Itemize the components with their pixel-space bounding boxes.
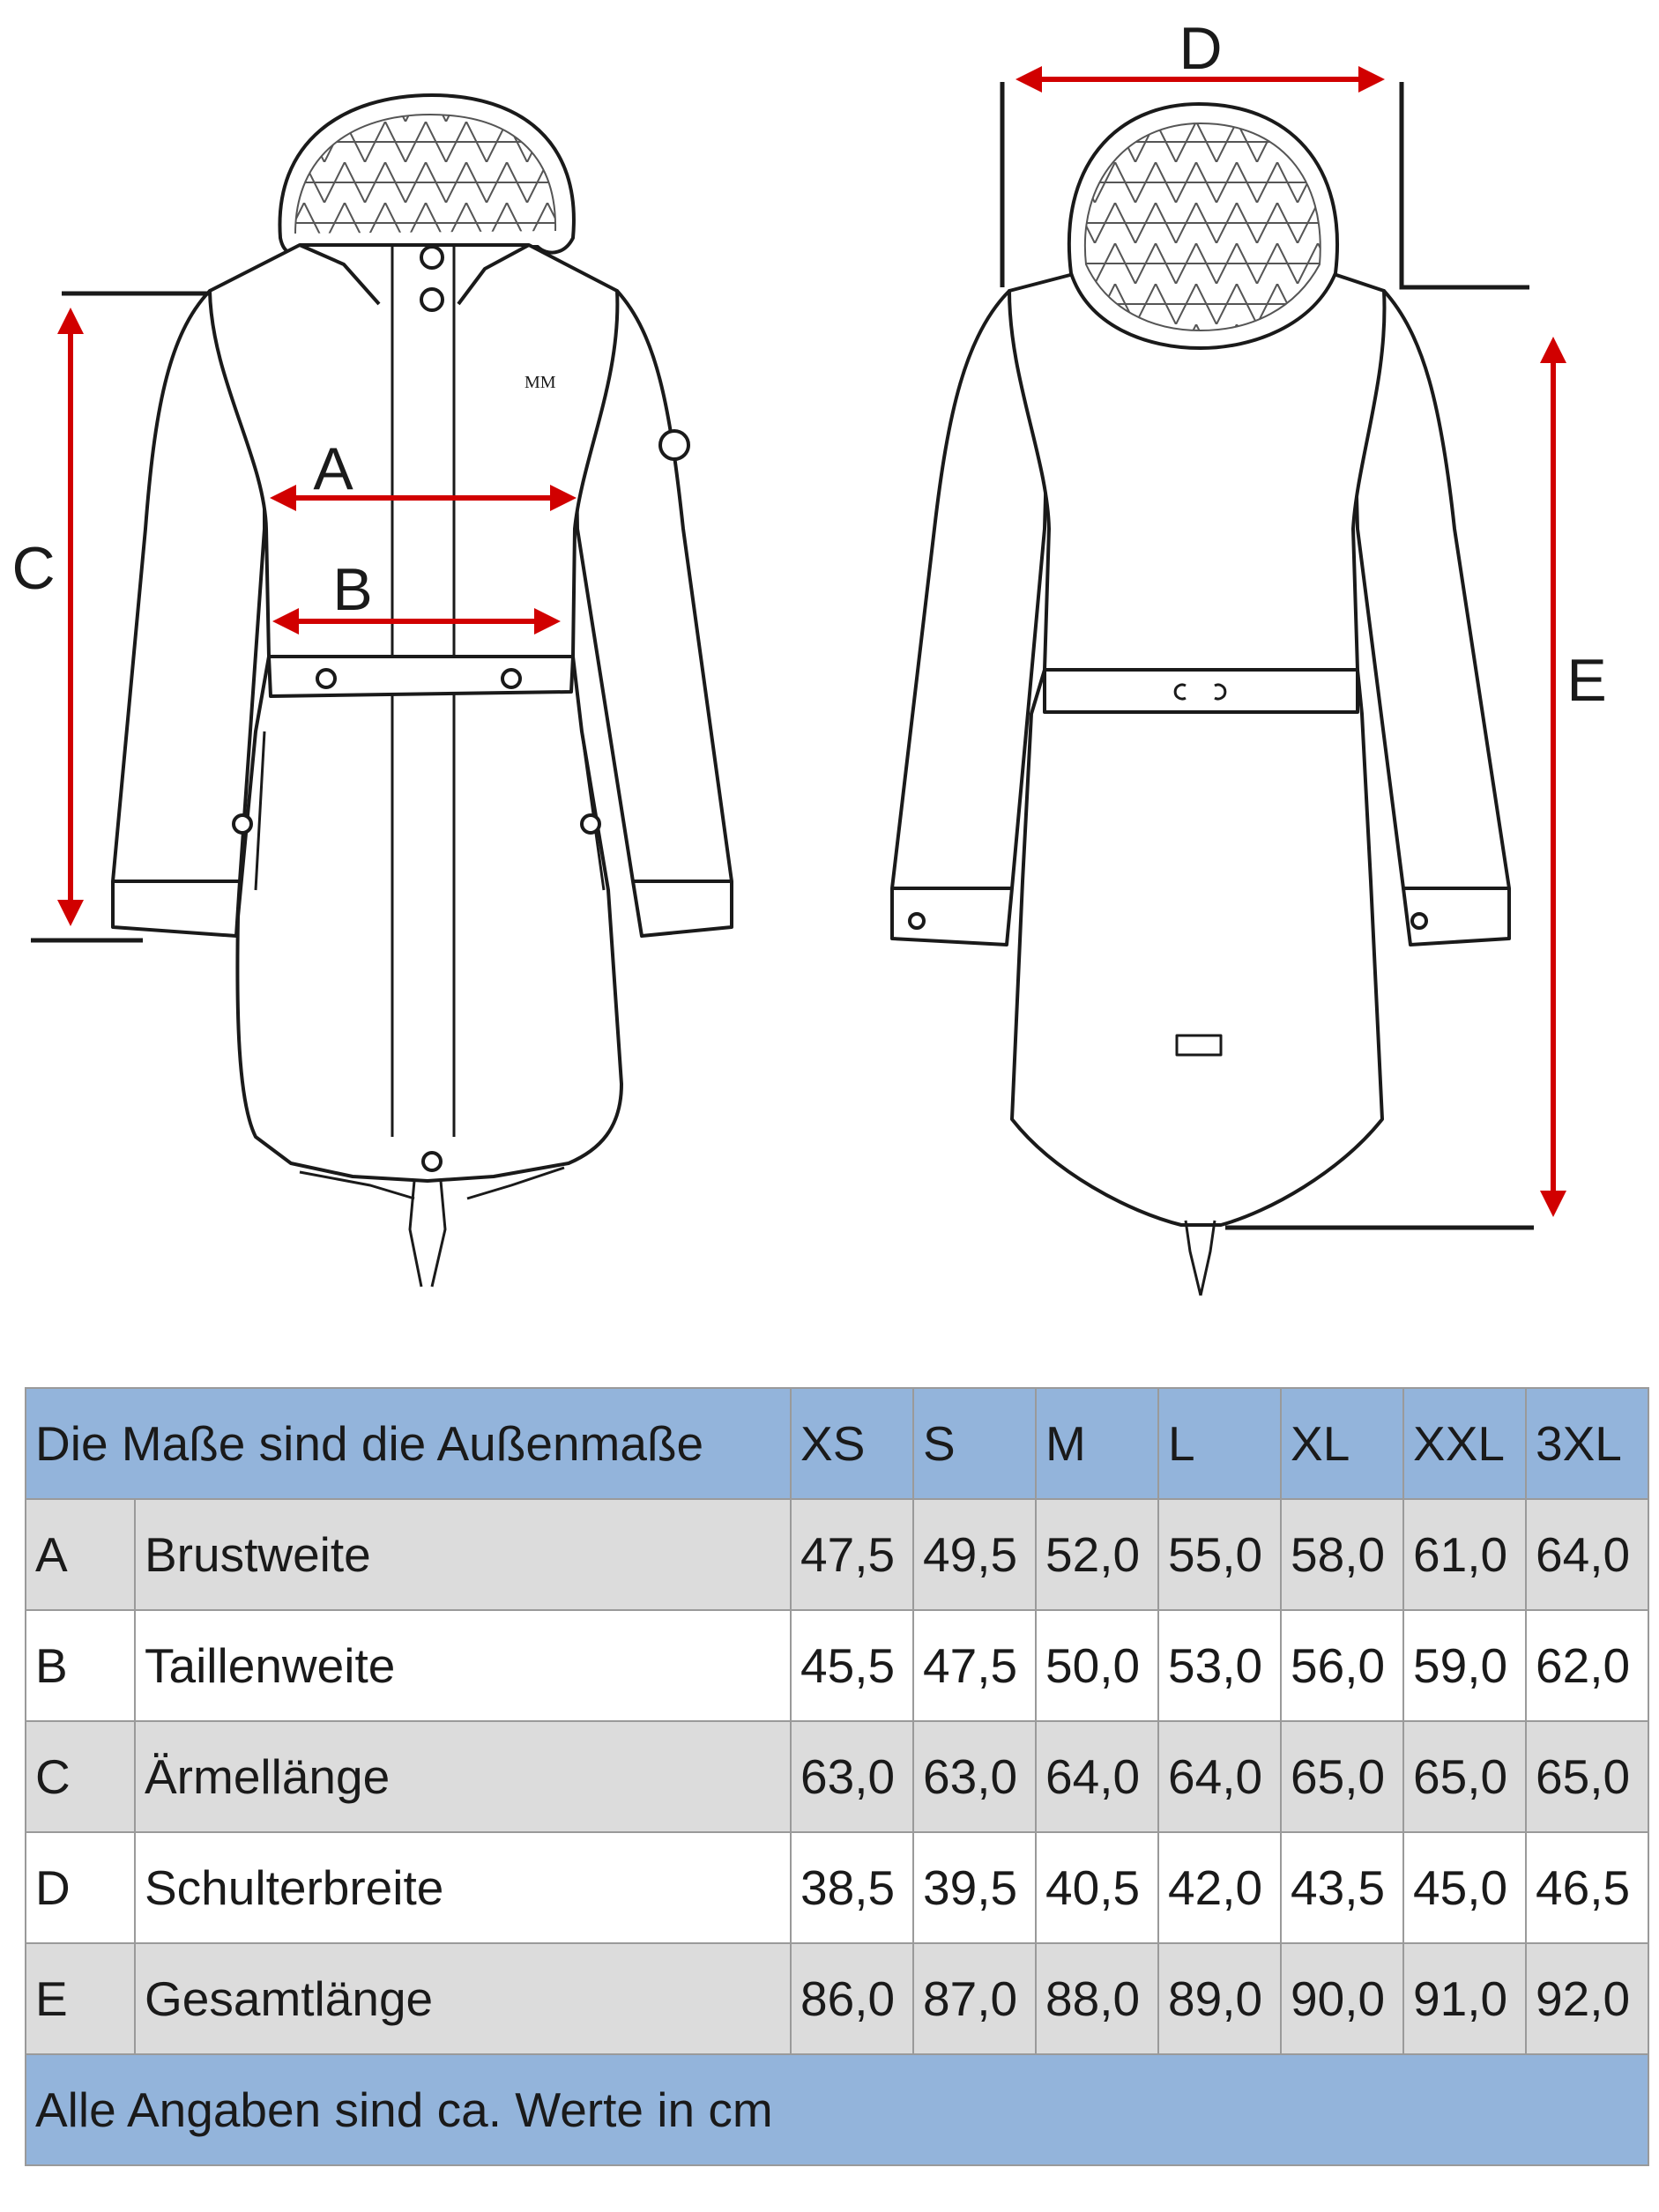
row-key: D bbox=[26, 1832, 135, 1943]
table-cell: 64,0 bbox=[1158, 1721, 1281, 1832]
table-cell: 87,0 bbox=[913, 1943, 1036, 2054]
row-key: A bbox=[26, 1499, 135, 1610]
table-cell: 43,5 bbox=[1281, 1832, 1403, 1943]
row-key: E bbox=[26, 1943, 135, 2054]
front-waist-band bbox=[269, 657, 573, 696]
table-row-b bbox=[26, 1610, 1648, 1721]
row-name: Gesamtlänge bbox=[135, 1943, 791, 2054]
table-cell: 64,0 bbox=[1526, 1499, 1648, 1610]
table-cell: 47,5 bbox=[913, 1610, 1036, 1721]
table-cell: 58,0 bbox=[1281, 1499, 1403, 1610]
row-name: Ärmellänge bbox=[135, 1721, 791, 1832]
label-e: E bbox=[1566, 647, 1607, 714]
row-name: Brustweite bbox=[135, 1499, 791, 1610]
row-key: C bbox=[26, 1721, 135, 1832]
size-header-xxl: XXL bbox=[1403, 1388, 1526, 1499]
table-cell: 88,0 bbox=[1036, 1943, 1158, 2054]
size-header-3xl: 3XL bbox=[1526, 1388, 1648, 1499]
table-cell: 49,5 bbox=[913, 1499, 1036, 1610]
table-cell: 39,5 bbox=[913, 1832, 1036, 1943]
size-header-m: M bbox=[1036, 1388, 1158, 1499]
table-footer-note: Alle Angaben sind ca. Werte in cm bbox=[26, 2054, 1648, 2165]
table-cell: 61,0 bbox=[1403, 1499, 1526, 1610]
table-cell: 65,0 bbox=[1281, 1721, 1403, 1832]
table-cell: 90,0 bbox=[1281, 1943, 1403, 2054]
label-c: C bbox=[11, 535, 56, 602]
table-row-d bbox=[26, 1832, 1648, 1943]
table-cell: 55,0 bbox=[1158, 1499, 1281, 1610]
table-cell: 56,0 bbox=[1281, 1610, 1403, 1721]
table-cell: 86,0 bbox=[791, 1943, 913, 2054]
table-cell: 63,0 bbox=[791, 1721, 913, 1832]
table-cell: 65,0 bbox=[1526, 1721, 1648, 1832]
table-cell: 45,0 bbox=[1403, 1832, 1526, 1943]
table-cell: 47,5 bbox=[791, 1499, 913, 1610]
table-row-a bbox=[26, 1499, 1648, 1610]
table-cell: 65,0 bbox=[1403, 1721, 1526, 1832]
size-header-xl: XL bbox=[1281, 1388, 1403, 1499]
table-row-e bbox=[26, 1943, 1648, 2054]
front-body bbox=[210, 245, 621, 1181]
table-cell: 45,5 bbox=[791, 1610, 913, 1721]
table-cell: 62,0 bbox=[1526, 1610, 1648, 1721]
size-header-l: L bbox=[1158, 1388, 1281, 1499]
table-header-title: Die Maße sind die Außenmaße bbox=[26, 1388, 791, 1499]
table-cell: 92,0 bbox=[1526, 1943, 1648, 2054]
svg-text:MM: MM bbox=[524, 373, 556, 392]
row-name: Schulterbreite bbox=[135, 1832, 791, 1943]
back-jacket bbox=[892, 104, 1509, 1295]
label-a: A bbox=[313, 435, 353, 502]
row-name: Taillenweite bbox=[135, 1610, 791, 1721]
size-header-xs: XS bbox=[791, 1388, 913, 1499]
row-key: B bbox=[26, 1610, 135, 1721]
size-table bbox=[25, 1387, 1649, 2166]
table-cell: 46,5 bbox=[1526, 1832, 1648, 1943]
table-cell: 63,0 bbox=[913, 1721, 1036, 1832]
table-cell: 40,5 bbox=[1036, 1832, 1158, 1943]
size-table-header-row bbox=[26, 1388, 1648, 1499]
table-row-c bbox=[26, 1721, 1648, 1832]
table-cell: 50,0 bbox=[1036, 1610, 1158, 1721]
table-cell: 91,0 bbox=[1403, 1943, 1526, 2054]
table-cell: 53,0 bbox=[1158, 1610, 1281, 1721]
back-body bbox=[1009, 264, 1384, 1225]
table-cell: 38,5 bbox=[791, 1832, 913, 1943]
table-cell: 42,0 bbox=[1158, 1832, 1281, 1943]
back-waist-band bbox=[1045, 670, 1358, 712]
label-d: D bbox=[1179, 15, 1223, 82]
size-header-s: S bbox=[913, 1388, 1036, 1499]
front-jacket bbox=[113, 95, 732, 1287]
table-footer-row bbox=[26, 2054, 1648, 2165]
table-cell: 52,0 bbox=[1036, 1499, 1158, 1610]
label-b: B bbox=[332, 556, 373, 623]
guide-d-right bbox=[1402, 82, 1529, 287]
table-cell: 89,0 bbox=[1158, 1943, 1281, 2054]
table-cell: 64,0 bbox=[1036, 1721, 1158, 1832]
table-cell: 59,0 bbox=[1403, 1610, 1526, 1721]
